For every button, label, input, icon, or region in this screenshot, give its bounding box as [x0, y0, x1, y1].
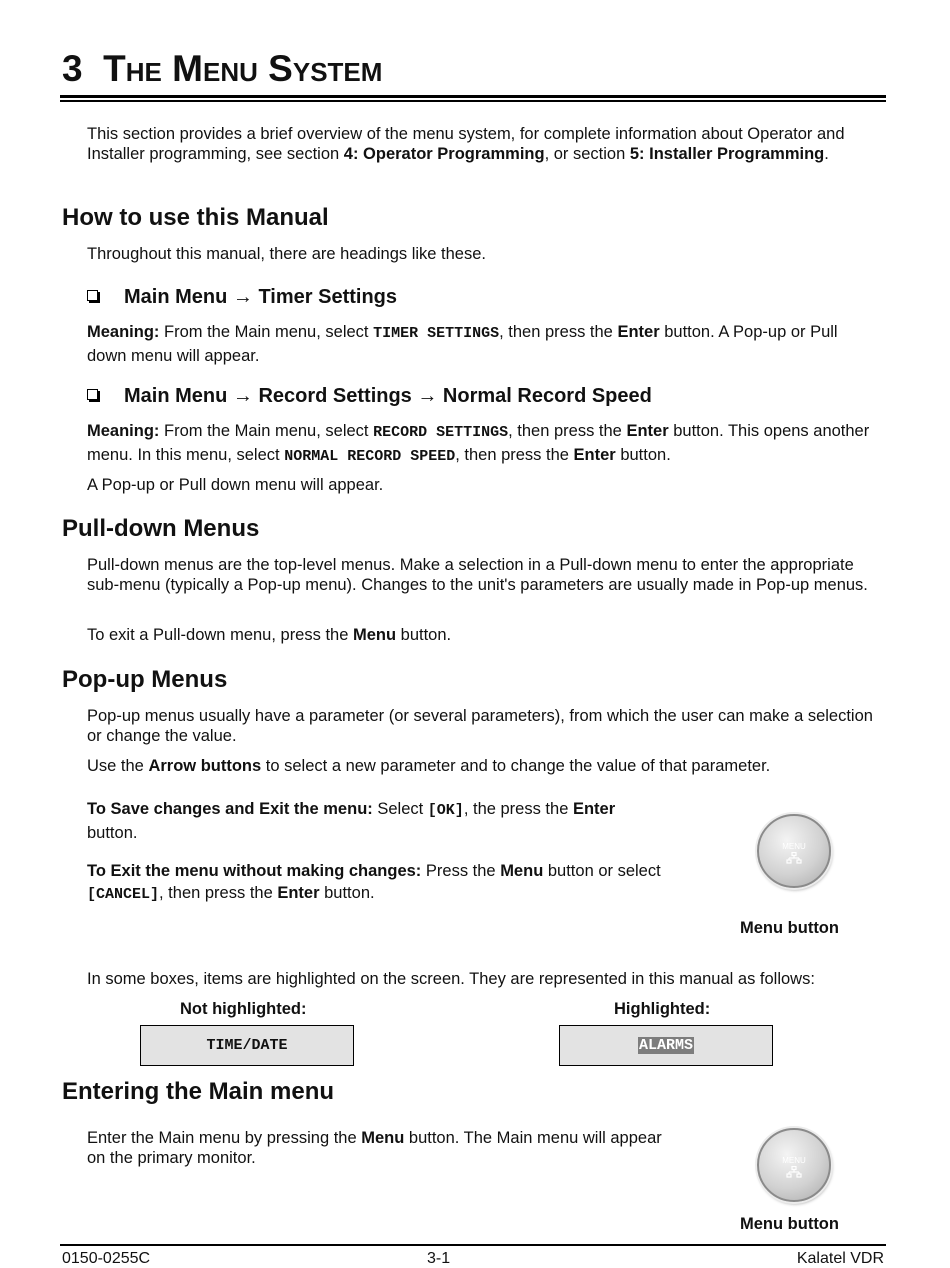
footer-page-number: 3-1: [427, 1250, 451, 1267]
highlight-intro: In some boxes, items are highlighted on the screen. They are represented in this manual as follows:: [87, 970, 815, 988]
menu-button-image: [757, 814, 831, 888]
not-highlighted-box: [140, 1025, 354, 1066]
not-highlighted-label: Not highlighted:: [180, 1000, 307, 1018]
title-rule-thin: [60, 100, 886, 102]
how-to-text: Throughout this manual, there are headings like these.: [87, 245, 486, 263]
highlighted-value: ALARMS: [638, 1037, 693, 1054]
example2-heading: Main Menu → Record Settings → Normal Record Speed: [87, 385, 652, 408]
checkbox-bullet-icon: [87, 389, 98, 400]
popup-arrow-text: Use the Arrow buttons to select a new parameter and to change the value of that parameter.: [87, 757, 771, 775]
example2-after: A Pop-up or Pull down menu will appear.: [87, 476, 384, 494]
intro-paragraph: This section provides a brief overview of the menu system, for complete information about Operator and Installer programming, see section 4: Operator Programming, or section 5: Installer Programming.: [87, 125, 845, 163]
example2-meaning: Meaning: From the Main menu, select RECORD SETTINGS, then press the Enter button. This opens another menu. In this menu, select NORMAL RECORD SPEED, then press the Enter button.: [87, 422, 870, 465]
example1-heading: Main Menu → Timer Settings: [87, 286, 397, 309]
footer-doc-number: 0150-0255C: [62, 1250, 151, 1267]
how-to-heading: How to use this Manual: [62, 204, 329, 231]
menu-button-image: [757, 1128, 831, 1202]
highlighted-box: [559, 1025, 773, 1066]
popup-save-instruction: To Save changes and Exit the menu: Select [OK], the press the Enter button.: [87, 800, 616, 842]
popup-exit-instruction: To Exit the menu without making changes: Press the Menu button or select [CANCEL], then press the Enter button.: [87, 862, 661, 903]
footer-rule: [60, 1244, 886, 1246]
menu-button-caption: Menu button: [740, 1215, 839, 1233]
menu-button-label: MENU: [782, 1156, 806, 1165]
entering-heading: Entering the Main menu: [62, 1078, 335, 1105]
pulldown-paragraph: Pull-down menus are the top-level menus. Make a selection in a Pull-down menu to enter the appropriate sub-menu (typically a Pop-up menu). Changes to the unit's parameters are usually made in Pop-up menus.: [87, 556, 868, 594]
chapter-title: 3 THE MENU SYSTEM: [62, 48, 383, 89]
menu-button-caption: Menu button: [740, 919, 839, 937]
popup-paragraph: Pop-up menus usually have a parameter (or several parameters), from which the user can make a selection or change the value.: [87, 707, 873, 745]
pulldown-exit: To exit a Pull-down menu, press the Menu button.: [87, 626, 452, 644]
example1-meaning: Meaning: From the Main menu, select TIMER SETTINGS, then press the Enter button. A Pop-up or Pull down menu will appear.: [87, 323, 838, 365]
title-rule-thick: [60, 95, 886, 98]
menu-button-label: MENU: [782, 842, 806, 851]
highlighted-label: Highlighted:: [614, 1000, 711, 1018]
menu-tree-icon: [786, 1166, 802, 1178]
pulldown-heading: Pull-down Menus: [62, 515, 260, 542]
menu-tree-icon: [786, 852, 802, 864]
checkbox-bullet-icon: [87, 290, 98, 301]
entering-paragraph: Enter the Main menu by pressing the Menu button. The Main menu will appear on the primary monitor.: [87, 1129, 662, 1167]
popup-heading: Pop-up Menus: [62, 666, 228, 693]
not-highlighted-value: TIME/DATE: [206, 1037, 288, 1054]
footer-product-name: Kalatel VDR: [796, 1250, 884, 1267]
